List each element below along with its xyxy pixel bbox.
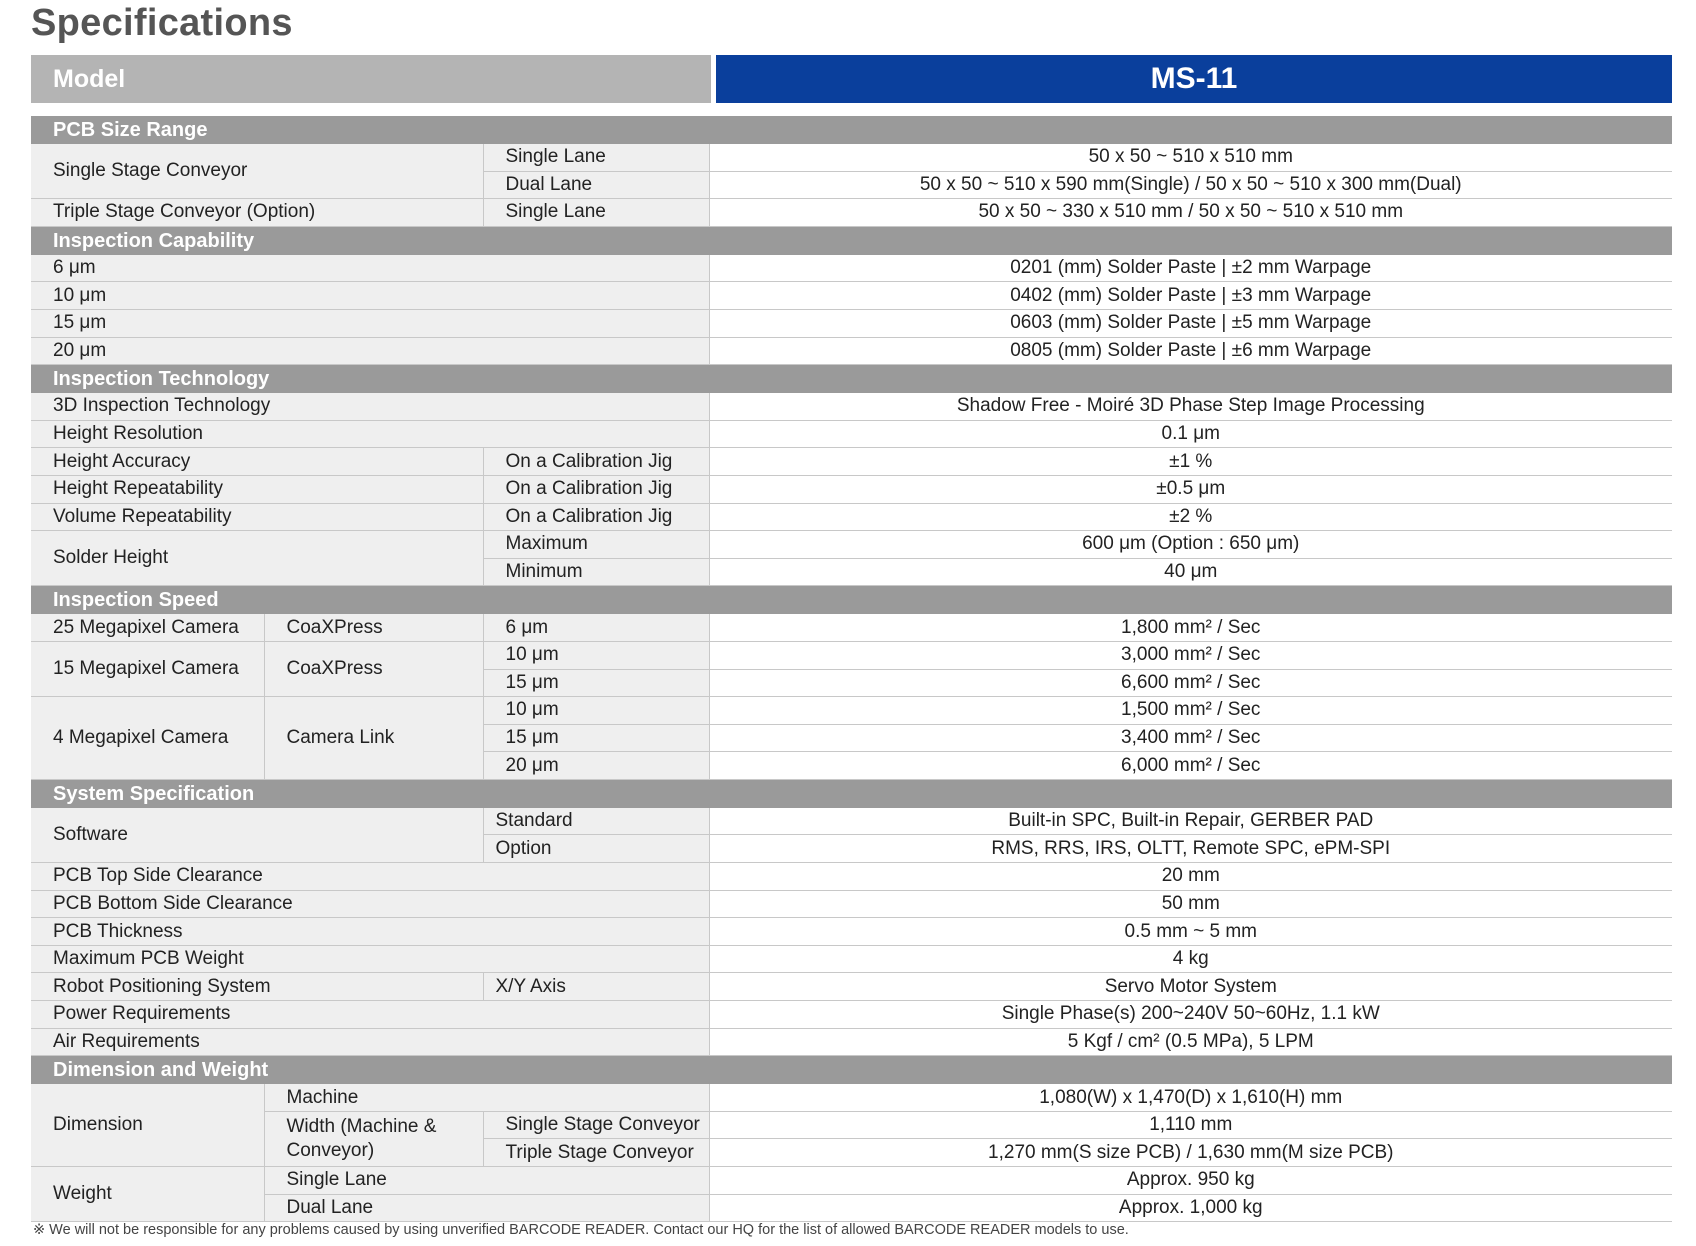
table-row (31, 1111, 1672, 1139)
table-row (31, 282, 1672, 310)
label-cap-2: 10 μm (31, 282, 709, 310)
section-header (31, 779, 1672, 808)
label-cap-3: 15 μm (31, 309, 709, 337)
value-height-acc: ±1 % (709, 448, 1672, 476)
label-weight-single: Single Lane (264, 1167, 709, 1195)
if-cam15: CoaXPress (264, 641, 483, 696)
label-dimension: Dimension (31, 1084, 264, 1166)
value-dual-lane: 50 x 50 ~ 510 x 590 mm(Single) / 50 x 50 ~ 510 x 300 mm(Dual) (709, 171, 1672, 199)
table-row (31, 890, 1672, 918)
value-pcb-weight: 4 kg (709, 945, 1672, 973)
footnote: ※ We will not be responsible for any problems caused by using unverified BARCODE READER. Contact our HQ for the list of allowed BARCODE READER models to use. (33, 1222, 1129, 1238)
value-cap-3: 0603 (mm) Solder Paste | ±5 mm Warpage (709, 309, 1672, 337)
table-row (31, 475, 1672, 503)
label-cap-4: 20 μm (31, 337, 709, 365)
res-cam15-2: 15 μm (483, 669, 709, 697)
value-weight-dual: Approx. 1,000 kg (709, 1194, 1672, 1222)
table-row (31, 393, 1672, 420)
label-dual-lane: Dual Lane (483, 171, 709, 199)
value-triple-stage-width: 1,270 mm(S size PCB) / 1,630 mm(M size PCB) (709, 1139, 1672, 1167)
value-top-clearance: 20 mm (709, 863, 1672, 891)
cond-height-rep: On a Calibration Jig (483, 475, 709, 503)
section-system: System Specification (31, 779, 1672, 808)
table-row (31, 503, 1672, 531)
value-cam15-2: 6,600 mm² / Sec (709, 669, 1672, 697)
table-row (31, 863, 1672, 891)
label-triple-stage: Triple Stage Conveyor (Option) (31, 199, 483, 227)
label-solder-height: Solder Height (31, 531, 483, 586)
label-bottom-clearance: PCB Bottom Side Clearance (31, 890, 709, 918)
table-row (31, 973, 1672, 1001)
table-row (31, 1167, 1672, 1195)
cond-vol-rep: On a Calibration Jig (483, 503, 709, 531)
page-title: Specifications (31, 2, 293, 44)
label-max: Maximum (483, 531, 709, 559)
value-power: Single Phase(s) 200~240V 50~60Hz, 1.1 kW (709, 1001, 1672, 1029)
label-height-res: Height Resolution (31, 420, 709, 448)
table-row (31, 1001, 1672, 1029)
value-weight-single: Approx. 950 kg (709, 1167, 1672, 1195)
section-header (31, 1056, 1672, 1085)
res-cam4-3: 20 μm (483, 752, 709, 780)
value-cam25-1: 1,800 mm² / Sec (709, 614, 1672, 641)
label-software: Software (31, 808, 483, 863)
model-header-value: MS-11 (716, 55, 1672, 103)
label-min: Minimum (483, 558, 709, 586)
label-cam4: 4 Megapixel Camera (31, 697, 264, 780)
label-cap-1: 6 μm (31, 255, 709, 282)
table-row (31, 199, 1672, 227)
table-row (31, 614, 1672, 641)
label-weight-dual: Dual Lane (264, 1194, 709, 1222)
table-row (31, 1028, 1672, 1056)
section-technology: Inspection Technology (31, 365, 1672, 394)
table-row (31, 420, 1672, 448)
res-cam4-1: 10 μm (483, 697, 709, 725)
res-cam15-1: 10 μm (483, 641, 709, 669)
value-robot: Servo Motor System (709, 973, 1672, 1001)
value-cap-4: 0805 (mm) Solder Paste | ±6 mm Warpage (709, 337, 1672, 365)
label-vol-rep: Volume Repeatability (31, 503, 483, 531)
label-cam25: 25 Megapixel Camera (31, 614, 264, 641)
value-option: RMS, RRS, IRS, OLTT, Remote SPC, ePM-SPI (709, 835, 1672, 863)
res-cam25-1: 6 μm (483, 614, 709, 641)
table-row (31, 808, 1672, 835)
res-cam4-2: 15 μm (483, 724, 709, 752)
label-single-stage-width: Single Stage Conveyor (483, 1111, 709, 1139)
if-cam4: Camera Link (264, 697, 483, 780)
table-row (31, 918, 1672, 946)
value-air: 5 Kgf / cm² (0.5 MPa), 5 LPM (709, 1028, 1672, 1056)
if-cam25: CoaXPress (264, 614, 483, 641)
value-triple-stage: 50 x 50 ~ 330 x 510 mm / 50 x 50 ~ 510 x 510 mm (709, 199, 1672, 227)
label-option: Option (483, 835, 709, 863)
label-triple-stage-width: Triple Stage Conveyor (483, 1139, 709, 1167)
table-row (31, 144, 1672, 171)
table-row (31, 1084, 1672, 1111)
model-header-label: Model (31, 55, 711, 103)
label-3d-tech: 3D Inspection Technology (31, 393, 709, 420)
label-standard: Standard (483, 808, 709, 835)
label-single-lane: Single Lane (483, 144, 709, 171)
value-cam4-1: 1,500 mm² / Sec (709, 697, 1672, 725)
value-vol-rep: ±2 % (709, 503, 1672, 531)
section-header (31, 586, 1672, 615)
table-row (31, 641, 1672, 669)
value-cam4-2: 3,400 mm² / Sec (709, 724, 1672, 752)
table-row (31, 337, 1672, 365)
table-row (31, 945, 1672, 973)
label-power: Power Requirements (31, 1001, 709, 1029)
value-single-lane: 50 x 50 ~ 510 x 510 mm (709, 144, 1672, 171)
section-header (31, 226, 1672, 255)
value-cap-1: 0201 (mm) Solder Paste | ±2 mm Warpage (709, 255, 1672, 282)
value-single-stage-width: 1,110 mm (709, 1111, 1672, 1139)
value-bottom-clearance: 50 mm (709, 890, 1672, 918)
label-height-rep: Height Repeatability (31, 475, 483, 503)
label-width: Width (Machine & Conveyor) (264, 1111, 483, 1166)
table-row (31, 448, 1672, 476)
cond-height-acc: On a Calibration Jig (483, 448, 709, 476)
label-cam15: 15 Megapixel Camera (31, 641, 264, 696)
value-standard: Built-in SPC, Built-in Repair, GERBER PAD (709, 808, 1672, 835)
value-cam15-1: 3,000 mm² / Sec (709, 641, 1672, 669)
section-speed: Inspection Speed (31, 586, 1672, 615)
section-pcb: PCB Size Range (31, 116, 1672, 144)
label-robot: Robot Positioning System (31, 973, 483, 1001)
value-3d-tech: Shadow Free - Moiré 3D Phase Step Image Processing (709, 393, 1672, 420)
table-row (31, 309, 1672, 337)
label-thickness: PCB Thickness (31, 918, 709, 946)
table-row (31, 531, 1672, 559)
value-cam4-3: 6,000 mm² / Sec (709, 752, 1672, 780)
label-weight: Weight (31, 1167, 264, 1222)
label-machine: Machine (264, 1084, 709, 1111)
value-thickness: 0.5 mm ~ 5 mm (709, 918, 1672, 946)
section-header (31, 116, 1672, 144)
label-single-stage: Single Stage Conveyor (31, 144, 483, 199)
section-dimension: Dimension and Weight (31, 1056, 1672, 1085)
label-robot-axis: X/Y Axis (483, 973, 709, 1001)
section-header (31, 365, 1672, 394)
table-row (31, 697, 1672, 725)
table-row (31, 255, 1672, 282)
section-capability: Inspection Capability (31, 226, 1672, 255)
value-cap-2: 0402 (mm) Solder Paste | ±3 mm Warpage (709, 282, 1672, 310)
label-pcb-weight: Maximum PCB Weight (31, 945, 709, 973)
label-triple-lane: Single Lane (483, 199, 709, 227)
spec-table (31, 116, 1672, 1222)
label-height-acc: Height Accuracy (31, 448, 483, 476)
value-max: 600 μm (Option : 650 μm) (709, 531, 1672, 559)
value-height-rep: ±0.5 μm (709, 475, 1672, 503)
label-air: Air Requirements (31, 1028, 709, 1056)
value-min: 40 μm (709, 558, 1672, 586)
value-height-res: 0.1 μm (709, 420, 1672, 448)
value-machine: 1,080(W) x 1,470(D) x 1,610(H) mm (709, 1084, 1672, 1111)
label-top-clearance: PCB Top Side Clearance (31, 863, 709, 891)
table-row (31, 1194, 1672, 1222)
